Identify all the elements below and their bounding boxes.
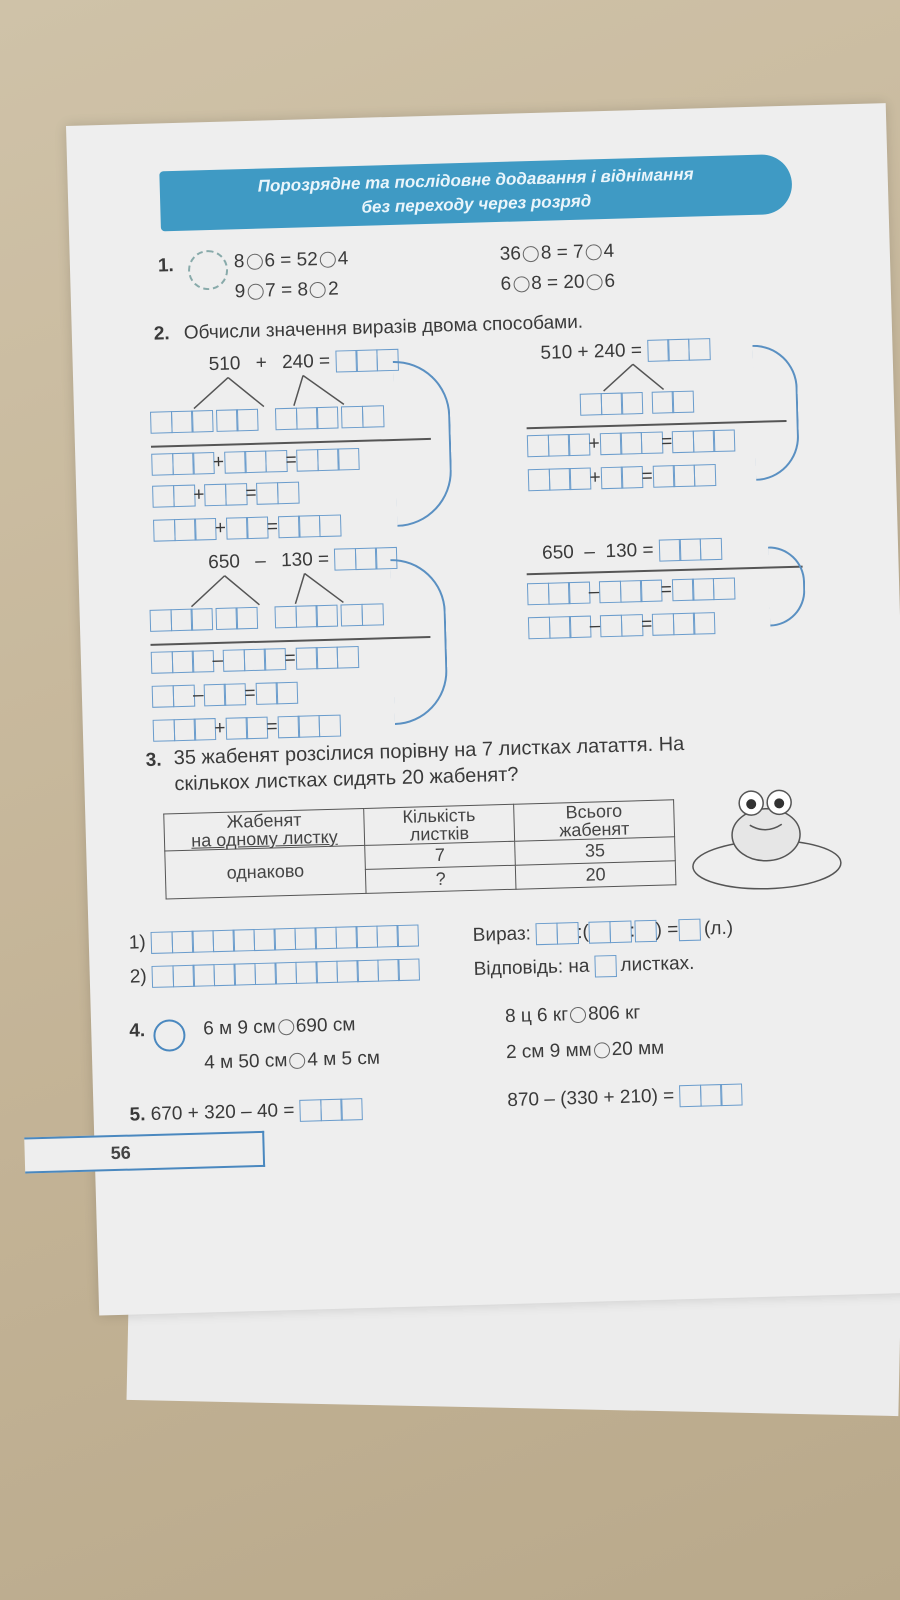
- answer-cell[interactable]: [568, 582, 591, 605]
- answer-cell[interactable]: [600, 467, 623, 490]
- answer-cell[interactable]: [679, 538, 702, 561]
- answer-cell[interactable]: [336, 646, 359, 669]
- task3-text-line2: скількох листках сидять 20 жабенят?: [174, 763, 519, 796]
- answer-cell[interactable]: [299, 1099, 322, 1122]
- answer-cell[interactable]: [527, 435, 550, 458]
- answer-cell[interactable]: [713, 578, 736, 601]
- eq-sign: =: [266, 516, 279, 538]
- eq-sign: =: [660, 431, 673, 453]
- answer-cell[interactable]: [693, 612, 716, 635]
- answer-cell[interactable]: [397, 924, 420, 947]
- answer-cell[interactable]: [620, 432, 643, 455]
- answer-cell[interactable]: [253, 928, 276, 951]
- answer-cell[interactable]: [337, 448, 360, 471]
- task3-table: [163, 799, 676, 899]
- t1-r2a: 6: [500, 273, 512, 295]
- banner-title-line1: Порозрядне та послідовне додавання і віднімання: [257, 164, 694, 196]
- answer-cell[interactable]: [170, 609, 193, 632]
- answer-cell[interactable]: [152, 965, 175, 988]
- task1-right-row2: [500, 271, 615, 296]
- answer-cell[interactable]: [225, 717, 248, 740]
- task4-number: 4.: [129, 1020, 146, 1042]
- plus-sign: +: [214, 517, 227, 540]
- answer-cell[interactable]: [171, 411, 194, 434]
- answer-cell[interactable]: [151, 931, 174, 954]
- task1-left-row1: [234, 248, 349, 273]
- step1-row[interactable]: [129, 925, 418, 955]
- answer-circle[interactable]: [570, 1007, 586, 1023]
- answer-circle[interactable]: [247, 284, 263, 300]
- answer-cell[interactable]: [295, 605, 318, 628]
- answer-cell[interactable]: [693, 464, 716, 487]
- eq-sign: =: [640, 613, 653, 636]
- answer-cell[interactable]: [580, 393, 603, 416]
- answer-cell[interactable]: [224, 451, 247, 474]
- answer-label: Відповідь: на: [473, 955, 590, 980]
- header-total: Всього жабенят: [514, 800, 675, 841]
- answer-cell[interactable]: [275, 606, 298, 629]
- answer-circle[interactable]: [320, 252, 336, 268]
- answer-cell[interactable]: [153, 519, 176, 542]
- eq-sign: =: [266, 716, 278, 738]
- t1-l2c: 2: [327, 278, 339, 300]
- answer-cell[interactable]: [298, 715, 321, 738]
- t1-l1c: 4: [337, 248, 349, 270]
- answer-cell[interactable]: [275, 408, 298, 431]
- answer-cell[interactable]: [212, 930, 235, 953]
- sub-right-row2[interactable]: [528, 612, 714, 639]
- answer-cell[interactable]: [594, 955, 617, 978]
- add-right-row2[interactable]: [528, 464, 715, 491]
- answer-cell[interactable]: [172, 965, 195, 988]
- colon-sign: :: [629, 920, 636, 942]
- section-banner: [159, 154, 792, 232]
- answer-cell[interactable]: [315, 927, 338, 950]
- task3-text-line1: 35 жабенят розсілися порівну на 7 листках латаття. На: [173, 732, 685, 770]
- minus-sign: –: [212, 649, 224, 672]
- answer-cell[interactable]: [609, 921, 632, 944]
- answer-cell[interactable]: [652, 391, 675, 414]
- answer-cell[interactable]: [569, 616, 592, 639]
- answer-cell[interactable]: [274, 928, 297, 951]
- answer-cell[interactable]: [264, 648, 287, 671]
- sub-expression-right: [542, 538, 721, 565]
- answer-cell[interactable]: [720, 1083, 743, 1106]
- eq-sign: =: [284, 647, 296, 670]
- add-a: 510: [208, 353, 241, 376]
- task5-left-expr: 670 + 320 – 40 =: [150, 1100, 295, 1126]
- t1-l2a: 9: [234, 281, 246, 303]
- answer-cells[interactable]: [335, 349, 397, 373]
- answer-cell[interactable]: [528, 469, 551, 492]
- divider-line: [527, 566, 803, 575]
- answer-cell[interactable]: [536, 923, 559, 946]
- answer-cell[interactable]: [621, 392, 644, 415]
- answer-cell[interactable]: [215, 607, 238, 630]
- answer-cell[interactable]: [688, 338, 711, 361]
- answer-circle[interactable]: [523, 246, 539, 262]
- answer-cell[interactable]: [151, 651, 174, 674]
- plus-sign: +: [589, 467, 601, 489]
- minus-sign: –: [589, 615, 601, 637]
- answer-cell[interactable]: [204, 484, 227, 507]
- answer-cell[interactable]: [336, 960, 359, 983]
- answer-cell[interactable]: [213, 964, 236, 987]
- answer-cell[interactable]: [295, 647, 318, 670]
- task1-left-row2: [234, 278, 339, 303]
- minus-sign: –: [588, 581, 600, 603]
- answer-cell[interactable]: [153, 719, 176, 742]
- arc-arrow: [752, 344, 800, 481]
- answer-cell[interactable]: [528, 617, 551, 640]
- task4-l2: 4 м 50 см 4 м 5 см: [203, 1047, 381, 1074]
- answer-circle[interactable]: [246, 254, 262, 270]
- sub-op: –: [254, 550, 267, 572]
- step1-cells[interactable]: [151, 925, 418, 954]
- add-row3[interactable]: [153, 515, 340, 542]
- answer-cell[interactable]: [316, 961, 339, 984]
- answer-cell[interactable]: [547, 582, 570, 605]
- answer-cell[interactable]: [191, 608, 214, 631]
- answer-cell[interactable]: [672, 579, 695, 602]
- answer-cell[interactable]: [713, 429, 736, 452]
- answer-cell[interactable]: [589, 921, 612, 944]
- arc-arrow: [393, 359, 454, 526]
- sub-right-row1[interactable]: [527, 578, 734, 606]
- answer-cell[interactable]: [173, 719, 196, 742]
- answer-cell[interactable]: [294, 927, 317, 950]
- answer-cell[interactable]: [191, 410, 214, 433]
- add-row2[interactable]: [152, 482, 298, 508]
- answer-cell[interactable]: [265, 450, 288, 473]
- answer-cell[interactable]: [316, 647, 339, 670]
- divider-line: [527, 420, 787, 429]
- answer-cell[interactable]: [172, 453, 195, 476]
- answer-cell[interactable]: [276, 682, 299, 705]
- answer-circle[interactable]: [278, 1019, 294, 1035]
- sub-row3[interactable]: [153, 715, 340, 742]
- t1-r2c: 6: [604, 270, 616, 293]
- answer-circle[interactable]: [289, 1053, 305, 1069]
- answer-cell[interactable]: [356, 349, 379, 372]
- answer-cell[interactable]: [568, 433, 591, 456]
- plus-sign: +: [214, 717, 226, 740]
- unit-label: (л.): [703, 917, 734, 940]
- answer-cell[interactable]: [171, 931, 194, 954]
- expression-row[interactable]: [472, 918, 733, 947]
- answer-cell[interactable]: [320, 1099, 343, 1122]
- answer-cell[interactable]: [398, 958, 421, 981]
- answer-cell[interactable]: [277, 716, 300, 739]
- answer-circle[interactable]: [586, 274, 602, 290]
- answer-cell[interactable]: [296, 407, 319, 430]
- t1-l1b: 6 = 52: [264, 249, 319, 272]
- eq-sign: =: [641, 465, 654, 488]
- answer-cell[interactable]: [640, 431, 663, 454]
- answer-cell[interactable]: [150, 411, 173, 434]
- answer-cell[interactable]: [193, 964, 216, 987]
- cell-r2c3: 20: [515, 861, 676, 889]
- answer-cells[interactable]: [659, 538, 721, 562]
- page-number: 56: [24, 1131, 265, 1174]
- answer-cell[interactable]: [246, 517, 269, 540]
- answer-cell[interactable]: [318, 715, 341, 738]
- sub-row1[interactable]: [151, 646, 358, 674]
- colon-sign: :: [576, 921, 583, 944]
- answer-cell[interactable]: [678, 919, 701, 942]
- task1-right-row1: [499, 241, 614, 266]
- divider-line: [150, 636, 430, 645]
- answer-cell[interactable]: [174, 519, 197, 542]
- add-full: 510 + 240 =: [540, 340, 643, 364]
- step2-cells[interactable]: [152, 958, 419, 987]
- t1-l1a: 8: [233, 251, 245, 273]
- answer-circle[interactable]: [513, 276, 529, 292]
- header-per-leaf: Жабенят на одному листку: [164, 808, 365, 851]
- t1-r2b: 8 = 20: [530, 271, 585, 295]
- answer-cell[interactable]: [254, 962, 277, 985]
- answer-cell[interactable]: [255, 682, 278, 705]
- answer-cell[interactable]: [673, 613, 696, 636]
- answer-cell[interactable]: [173, 485, 196, 508]
- task5-right-expr: 870 – (330 + 210) =: [507, 1085, 675, 1112]
- answer-circle[interactable]: [585, 244, 601, 260]
- add-row1[interactable]: [151, 448, 358, 476]
- answer-cell[interactable]: [548, 616, 571, 639]
- answer-cell[interactable]: [194, 718, 217, 741]
- answer-cell[interactable]: [256, 482, 279, 505]
- task4-r1: 8 ц 6 кг 806 кг: [504, 1002, 641, 1028]
- answer-cell[interactable]: [216, 409, 239, 432]
- frog-illustration: [684, 773, 847, 897]
- split-cells-add-right[interactable]: [580, 391, 694, 416]
- answer-cell[interactable]: [243, 649, 266, 672]
- task2-number: 2.: [153, 323, 170, 345]
- task4-r2: 2 см 9 мм 20 мм: [505, 1037, 665, 1064]
- answer-cell[interactable]: [527, 583, 550, 606]
- eq-sign: =: [285, 449, 297, 472]
- answer-cells[interactable]: [679, 1084, 741, 1108]
- answer-cell[interactable]: [673, 465, 696, 488]
- answer-cell[interactable]: [659, 539, 682, 562]
- answer-cell[interactable]: [225, 483, 248, 506]
- cell-r2c2: ?: [365, 865, 516, 893]
- answer-cell[interactable]: [244, 451, 267, 474]
- answer-cell[interactable]: [150, 609, 173, 632]
- answer-cell[interactable]: [172, 685, 195, 708]
- answer-cell[interactable]: [620, 614, 643, 637]
- answer-cell[interactable]: [640, 580, 663, 603]
- answer-cell[interactable]: [619, 580, 642, 603]
- answer-cell[interactable]: [316, 605, 339, 628]
- step2-row[interactable]: [129, 958, 418, 988]
- t1-r1c: 4: [603, 240, 615, 263]
- paren-open: (: [582, 921, 590, 943]
- answer-cell[interactable]: [203, 684, 226, 707]
- task4-l1: 6 м 9 см 690 см: [202, 1014, 356, 1040]
- answer-cell[interactable]: [319, 514, 342, 537]
- answer-cell[interactable]: [652, 465, 675, 488]
- answer-cell[interactable]: [296, 449, 319, 472]
- answer-cells[interactable]: [334, 547, 396, 571]
- answer-cell[interactable]: [548, 468, 571, 491]
- arc-arrow: [390, 558, 449, 725]
- answer-cell[interactable]: [171, 651, 194, 674]
- puzzle-icon: [188, 250, 229, 291]
- answer-cell[interactable]: [192, 452, 215, 475]
- answer-cell[interactable]: [223, 649, 246, 672]
- answer-cell[interactable]: [376, 925, 399, 948]
- answer-cell[interactable]: [599, 581, 622, 604]
- answer-cell[interactable]: [278, 516, 301, 539]
- add-right-row1[interactable]: [527, 429, 734, 457]
- answer-cell[interactable]: [547, 434, 570, 457]
- answer-cell[interactable]: [341, 406, 364, 429]
- answer-cell[interactable]: [362, 405, 385, 428]
- answer-cell[interactable]: [295, 961, 318, 984]
- answer-cell[interactable]: [277, 482, 300, 505]
- banner-title-line2: без переходу через розряд: [361, 191, 592, 217]
- row-label: однаково: [165, 845, 366, 899]
- task2-text: Обчисли значення виразів двома способами.: [183, 311, 584, 344]
- t1-l2b: 7 = 8: [264, 279, 309, 302]
- answer-cells[interactable]: [299, 1098, 361, 1122]
- answer-cell[interactable]: [600, 615, 623, 638]
- t1-r1a: 36: [499, 243, 522, 265]
- eq-sign: =: [244, 682, 256, 705]
- scales-icon: [153, 1019, 186, 1052]
- sub-b: 130 =: [280, 548, 330, 572]
- answer-cell[interactable]: [335, 926, 358, 949]
- answer-unit: листках.: [620, 952, 695, 976]
- answer-cell[interactable]: [192, 930, 215, 953]
- answer-cell[interactable]: [151, 453, 174, 476]
- answer-cell[interactable]: [298, 515, 321, 538]
- cell-r1c3: 35: [515, 837, 676, 865]
- answer-cell[interactable]: [692, 578, 715, 601]
- answer-cell[interactable]: [357, 960, 380, 983]
- answer-cell[interactable]: [600, 393, 623, 416]
- answer-cell[interactable]: [152, 685, 175, 708]
- answer-cell[interactable]: [192, 650, 215, 673]
- paren-close-eq: ) =: [655, 919, 679, 941]
- eq-sign: =: [660, 579, 673, 601]
- answer-cell[interactable]: [700, 1084, 723, 1107]
- answer-cell[interactable]: [152, 485, 175, 508]
- answer-cell[interactable]: [194, 518, 217, 541]
- answer-cell[interactable]: [234, 963, 257, 986]
- answer-cell[interactable]: [224, 683, 247, 706]
- sub-full: 650 – 130 =: [541, 539, 654, 564]
- answer-cell[interactable]: [692, 430, 715, 453]
- answer-cell[interactable]: [700, 538, 723, 561]
- divider-line: [151, 438, 431, 447]
- plus-sign: +: [193, 484, 205, 506]
- expression-label: Вираз:: [472, 923, 532, 946]
- step1-label: 1): [128, 932, 147, 954]
- answer-cell[interactable]: [356, 926, 379, 949]
- answer-cell[interactable]: [236, 607, 259, 630]
- step2-label: 2): [129, 966, 147, 988]
- answer-cell[interactable]: [672, 391, 695, 414]
- task5-left[interactable]: [129, 1098, 361, 1126]
- task5-right[interactable]: [507, 1084, 741, 1113]
- answer-cell[interactable]: [236, 409, 259, 432]
- plus-sign: +: [588, 433, 600, 455]
- answer-cell[interactable]: [635, 920, 658, 943]
- t1-r1b: 8 = 7: [540, 241, 584, 264]
- add-b: 240 =: [281, 350, 331, 374]
- arc-arrow: [768, 546, 806, 627]
- eq-sign: =: [245, 482, 257, 505]
- answer-circle[interactable]: [310, 282, 326, 298]
- sub-a: 650: [207, 551, 241, 574]
- answer-cell[interactable]: [599, 433, 622, 456]
- answer-circle[interactable]: [593, 1042, 609, 1058]
- answer-row[interactable]: [473, 953, 694, 981]
- answer-cell[interactable]: [341, 604, 364, 627]
- answer-cell[interactable]: [377, 959, 400, 982]
- sub-row2[interactable]: [152, 682, 297, 708]
- answer-cell[interactable]: [361, 603, 384, 626]
- answer-cell[interactable]: [317, 449, 340, 472]
- task5-number: 5.: [129, 1104, 146, 1126]
- answer-cell[interactable]: [233, 929, 256, 952]
- task3-number: 3.: [145, 749, 162, 772]
- add-op: +: [255, 352, 268, 374]
- answer-cell[interactable]: [275, 962, 298, 985]
- answer-cell[interactable]: [652, 613, 675, 636]
- answer-cell[interactable]: [672, 431, 695, 454]
- answer-cell[interactable]: [246, 717, 269, 740]
- answer-cell[interactable]: [621, 466, 644, 489]
- answer-cell[interactable]: [679, 1085, 702, 1108]
- answer-cell[interactable]: [569, 467, 592, 490]
- answer-cell[interactable]: [226, 517, 249, 540]
- minus-sign: –: [192, 684, 204, 706]
- header-count: Кількість листків: [364, 804, 515, 845]
- plus-sign: +: [212, 451, 225, 474]
- cell-r1c2: 7: [365, 841, 516, 869]
- answer-cell[interactable]: [335, 350, 358, 373]
- answer-cell[interactable]: [355, 547, 378, 570]
- answer-cell[interactable]: [340, 1098, 363, 1121]
- answer-cell[interactable]: [316, 407, 339, 430]
- task1-number: 1.: [157, 255, 175, 277]
- workbook-page: [66, 103, 900, 1315]
